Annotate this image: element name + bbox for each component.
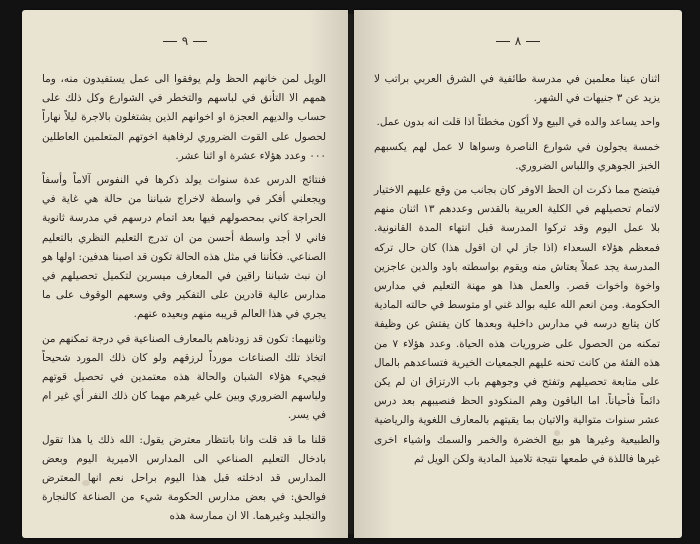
paragraph: الويل لمن خانهم الحظ ولم يوفقوا الى عمل يستفيدون منه، وما همهم الا التأنق في لباسهم والتخطر في الشوارع وكل ذلك على حساب والديهم العجزة او اخوانهم الذين يشتغلون بالاجرة ليلاً نهاراً لحصول على القوت الضروري لرفاهية اخوتهم المتعلمين العاطلين ٠٠٠ وعدد هؤلاء عشرة او اثنا عشر. <box>42 73 326 162</box>
paragraph: وثانيهما: تكون قد زودناهم بالمعارف الصناعية في درجة تمكنهم من اتخاذ تلك الصناعات مورداً لرزقهم ولو كان ذلك المورد شحيحاً فيجيء هؤلاء الشبان والحالة هذه معتمدين في تحصيل قوتهم ولباسهم الضروري وبين علي غيرهم مهما كان ذلك النفر أي غير ام في يسر. <box>42 332 326 422</box>
page-number: ٩ <box>22 34 348 48</box>
paper-stain <box>554 430 560 436</box>
paragraph: قلنا ما قد قلت وانا بانتظار معترض يقول: الله ذلك يا هذا تقول بادخال التعليم الصناعي الى المدارس الاميرية اليوم وبعض المدارس قد ادخلته قبل هذا اليوم براحل نعم انها المعترض فوالحق: في بعض مدارس الحكومة شيء من الصناعة كالنجارة والتجليد وغيرهما. الا ان ممارسة هذه <box>42 433 326 523</box>
left-page <box>22 10 348 538</box>
paragraph: اثنان عينا معلمين في مدرسة طائفية في الشرق العربي براتب لا يزيد عن ٣ جنيهات في الشهر. <box>374 73 660 105</box>
paragraph: واحد يساعد والده في البيع ولا أكون مخطئاً اذا قلت انه بدون عمل. <box>376 116 660 129</box>
paragraph: خمسة يجولون في شوارع الناصرة وسواها لا عمل لهم يكسبهم الخبز الجوهري واللباس الضروري. <box>374 140 660 172</box>
right-page <box>354 10 682 538</box>
paper-stain <box>262 310 267 315</box>
paragraph: فيتضح مما ذكرت ان الحظ الاوفر كان بجانب من وقع عليهم الاختيار لاتمام تحصيلهم في الكلية العربية بالقدس وعددهم ١٣ اثنان منهم بلا عمل اليوم وقد تركوا المدرسة قبل انتهاء المدة القانونية. فمعظم هؤلاء السعداء (اذا جاز لي ان اقول هذا) كان حال تركه المدرسة يجد عملاً يعتاش منه ويقوم بواسطته باود والدين عاجزين واخوة واخوات قصر. والعمل هذا هو مهنة التعليم في مدارس الحكومة. ومن انعم الله عليه بوالد غني او متوسط في حالته المادية كان يتابع درسه في مدارس داخلية وبعدها كان يفتش عن وظيفة تمكنه من الحصول على ضروريات هذه الحياة. وعدد هؤلاء ٧ من هذه الفئة من كانت تحنه عليهم الجمعيات الخيرية فتساعدهم بالمال على متابعة تحصيلهم وتفتح في وجوههم باب الارتزاق ان لم يكن دائماً فأحياناً. اما الباقون وهم المنكودو الحظ فنصيبهم بعد درس عشر سنوات متوالية والاتيان بما يقيتهم بالمعارف اللغوية والرياضية والطبيعية وغيرها هو بيع الخضرة والخمر والسمك واشياء اخرى غيرها فاللذة في طمعها نتيجة تلاميذ المادية ولكن الويل ثم <box>374 184 661 465</box>
paper-stain <box>82 480 90 486</box>
page-text <box>42 70 326 527</box>
page-text <box>374 70 660 469</box>
page-number: ٨ <box>354 34 682 48</box>
book-spread <box>22 10 682 538</box>
paragraph: فنتائج الدرس عدة سنوات يولد ذكرها في النفوس آلاماً وأسفاً ويجعلني أفكر في واسطة لاخراج شباننا من حالة هي غاية في الحراجة كاني بمحصولهم فيها بعد اتمام درسهم في مدرسة ثانوية فاني لا أجد واسطة أحسن من ان تدرج التعليم النظري بالتعليم الصناعي. فكأننا في مثل هذه الحالة تكون قد اصبنا هدفين: اولها هو ان نبث شباننا راقين في المعارف ميسرين لتكميل تحصيلهم في مدارس عالية قادرين على التفكير وفي وسعهم الوقوف على ما يجري في هذا العالم قريبه منهم وبعيده عنهم. <box>42 174 326 321</box>
